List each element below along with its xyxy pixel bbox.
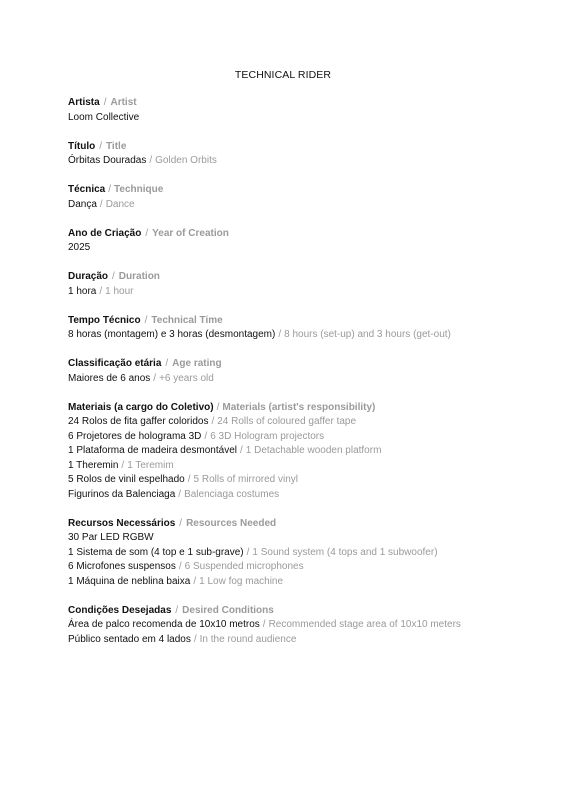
line-pt: Dança (68, 198, 97, 210)
line-separator: / (211, 416, 215, 427)
line-separator: / (262, 619, 266, 630)
line-en: Golden Orbits (155, 155, 217, 166)
heading-en: Artist (110, 97, 137, 108)
heading-pt: Duração (68, 271, 109, 282)
line-en: 1 Sound system (4 tops and 1 subwoofer) (252, 546, 438, 558)
line-en: Dance (105, 198, 135, 210)
line-pt: 2025 (68, 242, 91, 253)
heading-separator: / (108, 184, 112, 195)
line-pt: Loom Collective (68, 111, 140, 123)
line-item (68, 575, 538, 590)
line-separator: / (121, 459, 125, 471)
section-year-of-creation (68, 227, 538, 256)
heading-separator: / (175, 604, 179, 616)
line-pt: 1 Sistema de som (4 top e 1 sub-grave) (68, 546, 244, 558)
line-en: 24 Rolls of coloured gaffer tape (217, 416, 357, 427)
heading-pt: Título (68, 140, 96, 152)
section-heading (68, 140, 538, 155)
section-title (68, 140, 538, 169)
line-item (68, 372, 538, 387)
line-pt: 1 hora (68, 285, 97, 297)
heading-pt: Classificação etária (68, 358, 162, 369)
line-pt: 1 Theremin (68, 459, 119, 471)
line-pt: 6 Microfones suspensos (68, 561, 176, 572)
line-en: 1 hour (105, 285, 134, 297)
line-en: 1 Low fog machine (199, 575, 284, 587)
heading-en: Duration (118, 271, 160, 282)
line-en: 8 hours (set-up) and 3 hours (get-out) (284, 329, 451, 340)
line-item (68, 241, 538, 256)
heading-en: Year of Creation (152, 227, 229, 239)
heading-en: Resources Needed (186, 517, 277, 529)
line-pt: 24 Rolos de fita gaffer coloridos (68, 416, 209, 427)
line-en: In the round audience (199, 633, 297, 645)
section-desired-conditions (68, 604, 538, 648)
line-en: 1 Detachable wooden platform (245, 445, 382, 456)
line-pt: 5 Rolos de vinil espelhado (68, 474, 185, 485)
line-separator: / (187, 474, 191, 485)
heading-en: Technical Time (151, 314, 223, 326)
heading-pt: Materiais (a cargo do Coletivo) (68, 401, 214, 413)
line-separator: / (239, 445, 243, 456)
line-en: 5 Rolls of mirrored vinyl (193, 474, 299, 485)
line-separator: / (99, 285, 103, 297)
heading-en: Materials (artist's responsibility) (222, 401, 376, 413)
section-heading (68, 183, 538, 198)
line-pt: 6 Projetores de holograma 3D (68, 430, 202, 442)
line-item (68, 415, 538, 430)
heading-en: Age rating (172, 358, 222, 369)
line-pt: 1 Plataforma de madeira desmontável (68, 445, 237, 456)
line-pt: 30 Par LED RGBW (68, 532, 154, 543)
section-age-rating (68, 357, 538, 386)
line-item (68, 488, 538, 503)
section-heading (68, 270, 538, 285)
heading-separator: / (112, 271, 115, 282)
section-heading (68, 227, 538, 242)
section-technique (68, 183, 538, 212)
heading-en: Desired Conditions (182, 604, 274, 616)
heading-en: Title (106, 140, 127, 152)
line-en: +6 years old (159, 372, 214, 384)
line-separator: / (99, 198, 103, 210)
heading-pt: Tempo Técnico (68, 314, 141, 326)
line-separator: / (178, 561, 182, 572)
line-en: 1 Teremim (127, 459, 174, 471)
heading-pt: Condições Desejadas (68, 604, 172, 616)
line-separator: / (193, 575, 197, 587)
line-pt: Figurinos da Balenciaga (68, 488, 176, 500)
heading-pt: Artista (68, 97, 100, 108)
line-pt: Área de palco recomenda de 10x10 metros (68, 619, 260, 630)
line-en: 6 Suspended microphones (184, 561, 304, 572)
line-pt: Público sentado em 4 lados (68, 633, 191, 645)
line-en: Balenciaga costumes (184, 488, 280, 500)
section-heading (68, 604, 538, 619)
line-separator: / (246, 546, 250, 558)
section-heading (68, 96, 538, 111)
heading-separator: / (99, 140, 102, 152)
section-resources-needed (68, 517, 538, 590)
line-pt: Maiores de 6 anos (68, 372, 151, 384)
heading-separator: / (103, 97, 107, 108)
line-separator: / (153, 372, 157, 384)
section-duration (68, 270, 538, 299)
section-artist (68, 96, 538, 125)
line-item (68, 154, 538, 169)
line-item (68, 531, 538, 546)
line-item (68, 560, 538, 575)
line-separator: / (278, 329, 282, 340)
line-pt: 1 Máquina de neblina baixa (68, 575, 191, 587)
line-item (68, 473, 538, 488)
line-en: 6 3D Hologram projectors (210, 430, 325, 442)
heading-pt: Técnica (68, 184, 106, 195)
section-technical-time (68, 314, 538, 343)
line-separator: / (204, 430, 208, 442)
line-separator: / (193, 633, 197, 645)
line-item (68, 546, 538, 561)
line-item (68, 328, 538, 343)
section-materials-artist-s-responsibility (68, 401, 538, 503)
line-item (68, 285, 538, 300)
heading-separator: / (216, 401, 220, 413)
section-heading (68, 517, 538, 532)
section-heading (68, 314, 538, 329)
page-title: TECHNICAL RIDER (234, 69, 332, 81)
line-separator: / (149, 155, 153, 166)
line-item (68, 430, 538, 445)
heading-separator: / (179, 517, 183, 529)
line-pt: Órbitas Douradas (68, 155, 147, 166)
line-pt: 8 horas (montagem) e 3 horas (desmontagem) (68, 329, 276, 340)
line-item (68, 198, 538, 213)
line-item (68, 633, 538, 648)
line-item (68, 444, 538, 459)
line-item (68, 111, 538, 126)
heading-pt: Ano de Criação (68, 227, 142, 239)
rider-body (68, 96, 538, 662)
heading-separator: / (165, 358, 169, 369)
line-separator: / (178, 488, 182, 500)
heading-separator: / (144, 314, 148, 326)
line-item (68, 459, 538, 474)
line-item (68, 618, 538, 633)
section-heading (68, 401, 538, 416)
heading-separator: / (145, 227, 149, 239)
heading-en: Technique (114, 184, 164, 195)
section-heading (68, 357, 538, 372)
heading-pt: Recursos Necessários (68, 517, 176, 529)
line-en: Recommended stage area of 10x10 meters (268, 619, 461, 630)
